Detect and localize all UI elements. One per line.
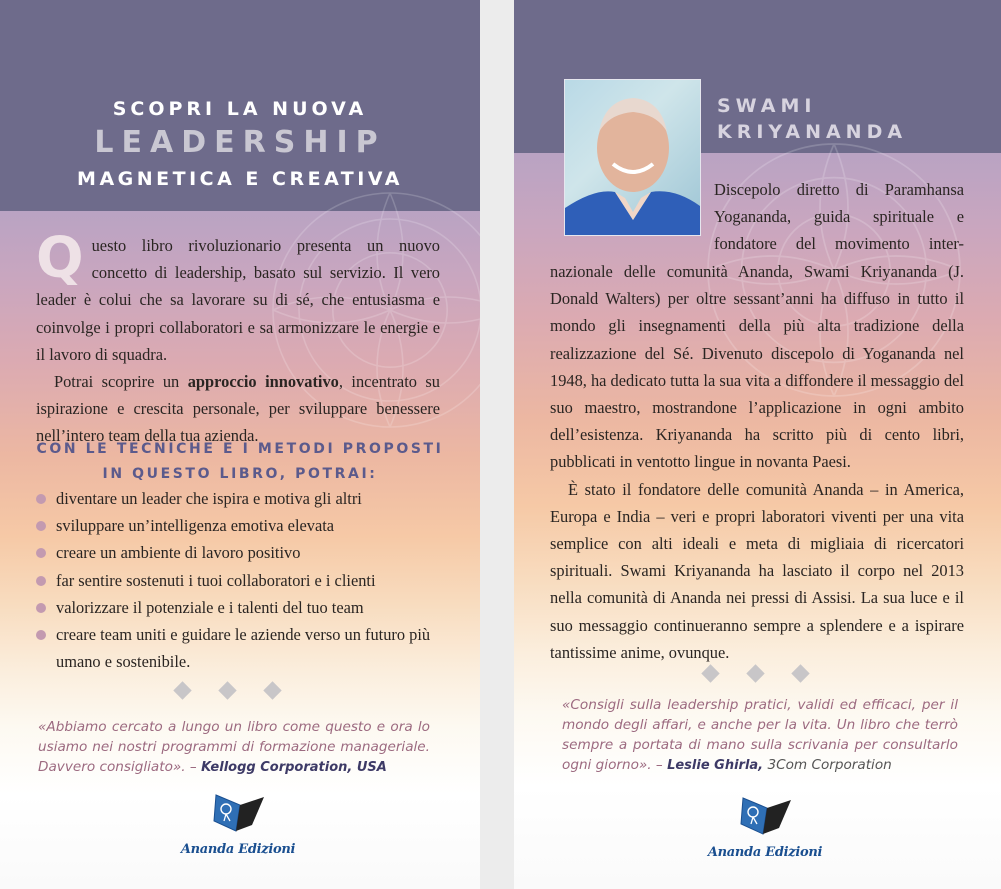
list-item [36, 539, 446, 566]
quote-author: Kellogg Corporation, USA [201, 760, 387, 775]
intro-text [36, 226, 440, 450]
author-name-line-2: KRIYANANDA [717, 121, 908, 143]
subhead-line-2: IN QUESTO LIBRO, POTRAI: [102, 466, 378, 482]
publisher-name: Ananda Edizioni [707, 845, 823, 860]
diamond-icon [791, 664, 809, 682]
list-item-text: sviluppare un’intelligenza emotiva elevata [56, 516, 335, 536]
list-item-text: diventare un leader che ispira e motiva gli altri [56, 489, 362, 508]
headline-line-3: MAGNETICA E CREATIVA [77, 168, 403, 190]
diamond-icon [218, 681, 236, 699]
quote-author: Leslie Ghirla, [667, 758, 764, 773]
paragraph-2-end: , incentrato su ispirazione e crescita personale, per sviluppare benessere nell’intero team della tua azienda. [36, 372, 440, 446]
bullet-icon [36, 521, 46, 531]
dropcap: Q [36, 226, 84, 291]
bio-text [550, 258, 964, 666]
bio-paragraph-2: È stato il fondatore delle comunità Ananda – in America, Europa e India – veri e propri laboratori viventi per una vita semplice con alti ideali e meta di migliaia di ricercatori spirituali. Swami Kriyananda ha lasciato il corpo nel 2013 nella comunità di Ananda nei pressi di Assisi. La sua luce e il suo messaggio continueranno sempre a splendere e a ispirare tantissime anime, ovunque. [550, 479, 964, 662]
publisher-logo [705, 796, 825, 860]
open-book-logo-icon [735, 796, 795, 838]
list-item [36, 485, 446, 512]
list-item [36, 621, 446, 675]
headline-leadership: LEADERSHIP [94, 125, 386, 160]
bullet-icon [36, 576, 46, 586]
diamond-icon [746, 664, 764, 682]
paragraph-2-start: Potrai scoprire un [54, 372, 188, 392]
paragraph-2-bold: approccio innovativo [187, 372, 339, 392]
back-cover-page [0, 0, 480, 889]
quote-text: «Consigli sulla leadership pratici, validi ed efficaci, per il mondo degli affari, e anche per la vita. Un libro che terrò sempre a portata di mano sulla scrivania per consultarlo ogni giorno». – [562, 697, 958, 773]
publisher-name: Ananda Edizioni [180, 842, 296, 857]
author-photo [564, 79, 701, 236]
portrait-icon [565, 80, 700, 235]
list-item-text: creare team uniti e guidare le aziende verso un futuro più umano e sostenibile. [56, 625, 431, 672]
author-name-line-1: SWAMI [717, 95, 817, 117]
bullet-icon [36, 630, 46, 640]
testimonial-quote [562, 695, 958, 776]
author-page [514, 0, 1001, 889]
list-item-text: far sentire sostenuti i tuoi collaboratori e i clienti [56, 570, 376, 590]
diamond-divider [704, 667, 807, 680]
bullet-icon [36, 603, 46, 613]
quote-text: «Abbiamo cercato a lungo un libro come questo e ora lo usiamo nei nostri programmi di formazione manageriale. Davvero consigliato». – [38, 719, 430, 775]
open-book-logo-icon [208, 793, 268, 835]
bullet-icon [36, 494, 46, 504]
list-item [36, 594, 446, 621]
subhead-line-1: CON LE TECNICHE E I METODI PROPOSTI [36, 441, 444, 457]
list-item-text: creare un ambiente di lavoro positivo [56, 543, 301, 563]
diamond-icon [701, 664, 719, 682]
intro-paragraph-1: uesto libro rivoluzionario presenta un nuovo concetto di leadership, basato sul servizio. Il vero leader è colui che sa lavorare su di sé, che entusiasma e coinvolge i propri collaboratori e sa armonizzare le energie e il lavoro di squadra. [36, 236, 440, 364]
bullet-icon [36, 548, 46, 558]
list-item [36, 567, 446, 594]
list-item [36, 512, 446, 539]
diamond-icon [173, 681, 191, 699]
diamond-divider [176, 684, 279, 697]
benefits-list [36, 485, 446, 675]
testimonial-quote [38, 717, 430, 778]
bio-paragraph-1: nazionale delle comunità Ananda, Swami Kriyananda (J. Donald Walters) per oltre sessant’anni ha diffuso in tutto il mondo gli insegnamenti della più alta tradizione della realizzazione del Sé. Divenuto discepolo di Yogananda nel 1948, ha dedicato tutta la sua vita a diffondere il messaggio del suo maestro, mostrandone l’applicazione in ogni ambito dell’esistenza. Kriyananda ha scritto più di cento libri, pubblicati in ventotto lingue in novanta Paesi. [550, 262, 964, 472]
publisher-logo [178, 793, 298, 857]
diamond-icon [263, 681, 281, 699]
headline-line-1: SCOPRI LA NUOVA [112, 98, 368, 120]
bio-intro: Discepolo diretto di Paramhansa Yogananda, guida spirituale e fondatore del movimento inter- [714, 180, 964, 254]
benefits-subhead [0, 437, 480, 487]
quote-company: 3Com Corporation [763, 757, 892, 773]
list-item-text: valorizzare il potenziale e i talenti del tuo team [56, 597, 364, 617]
